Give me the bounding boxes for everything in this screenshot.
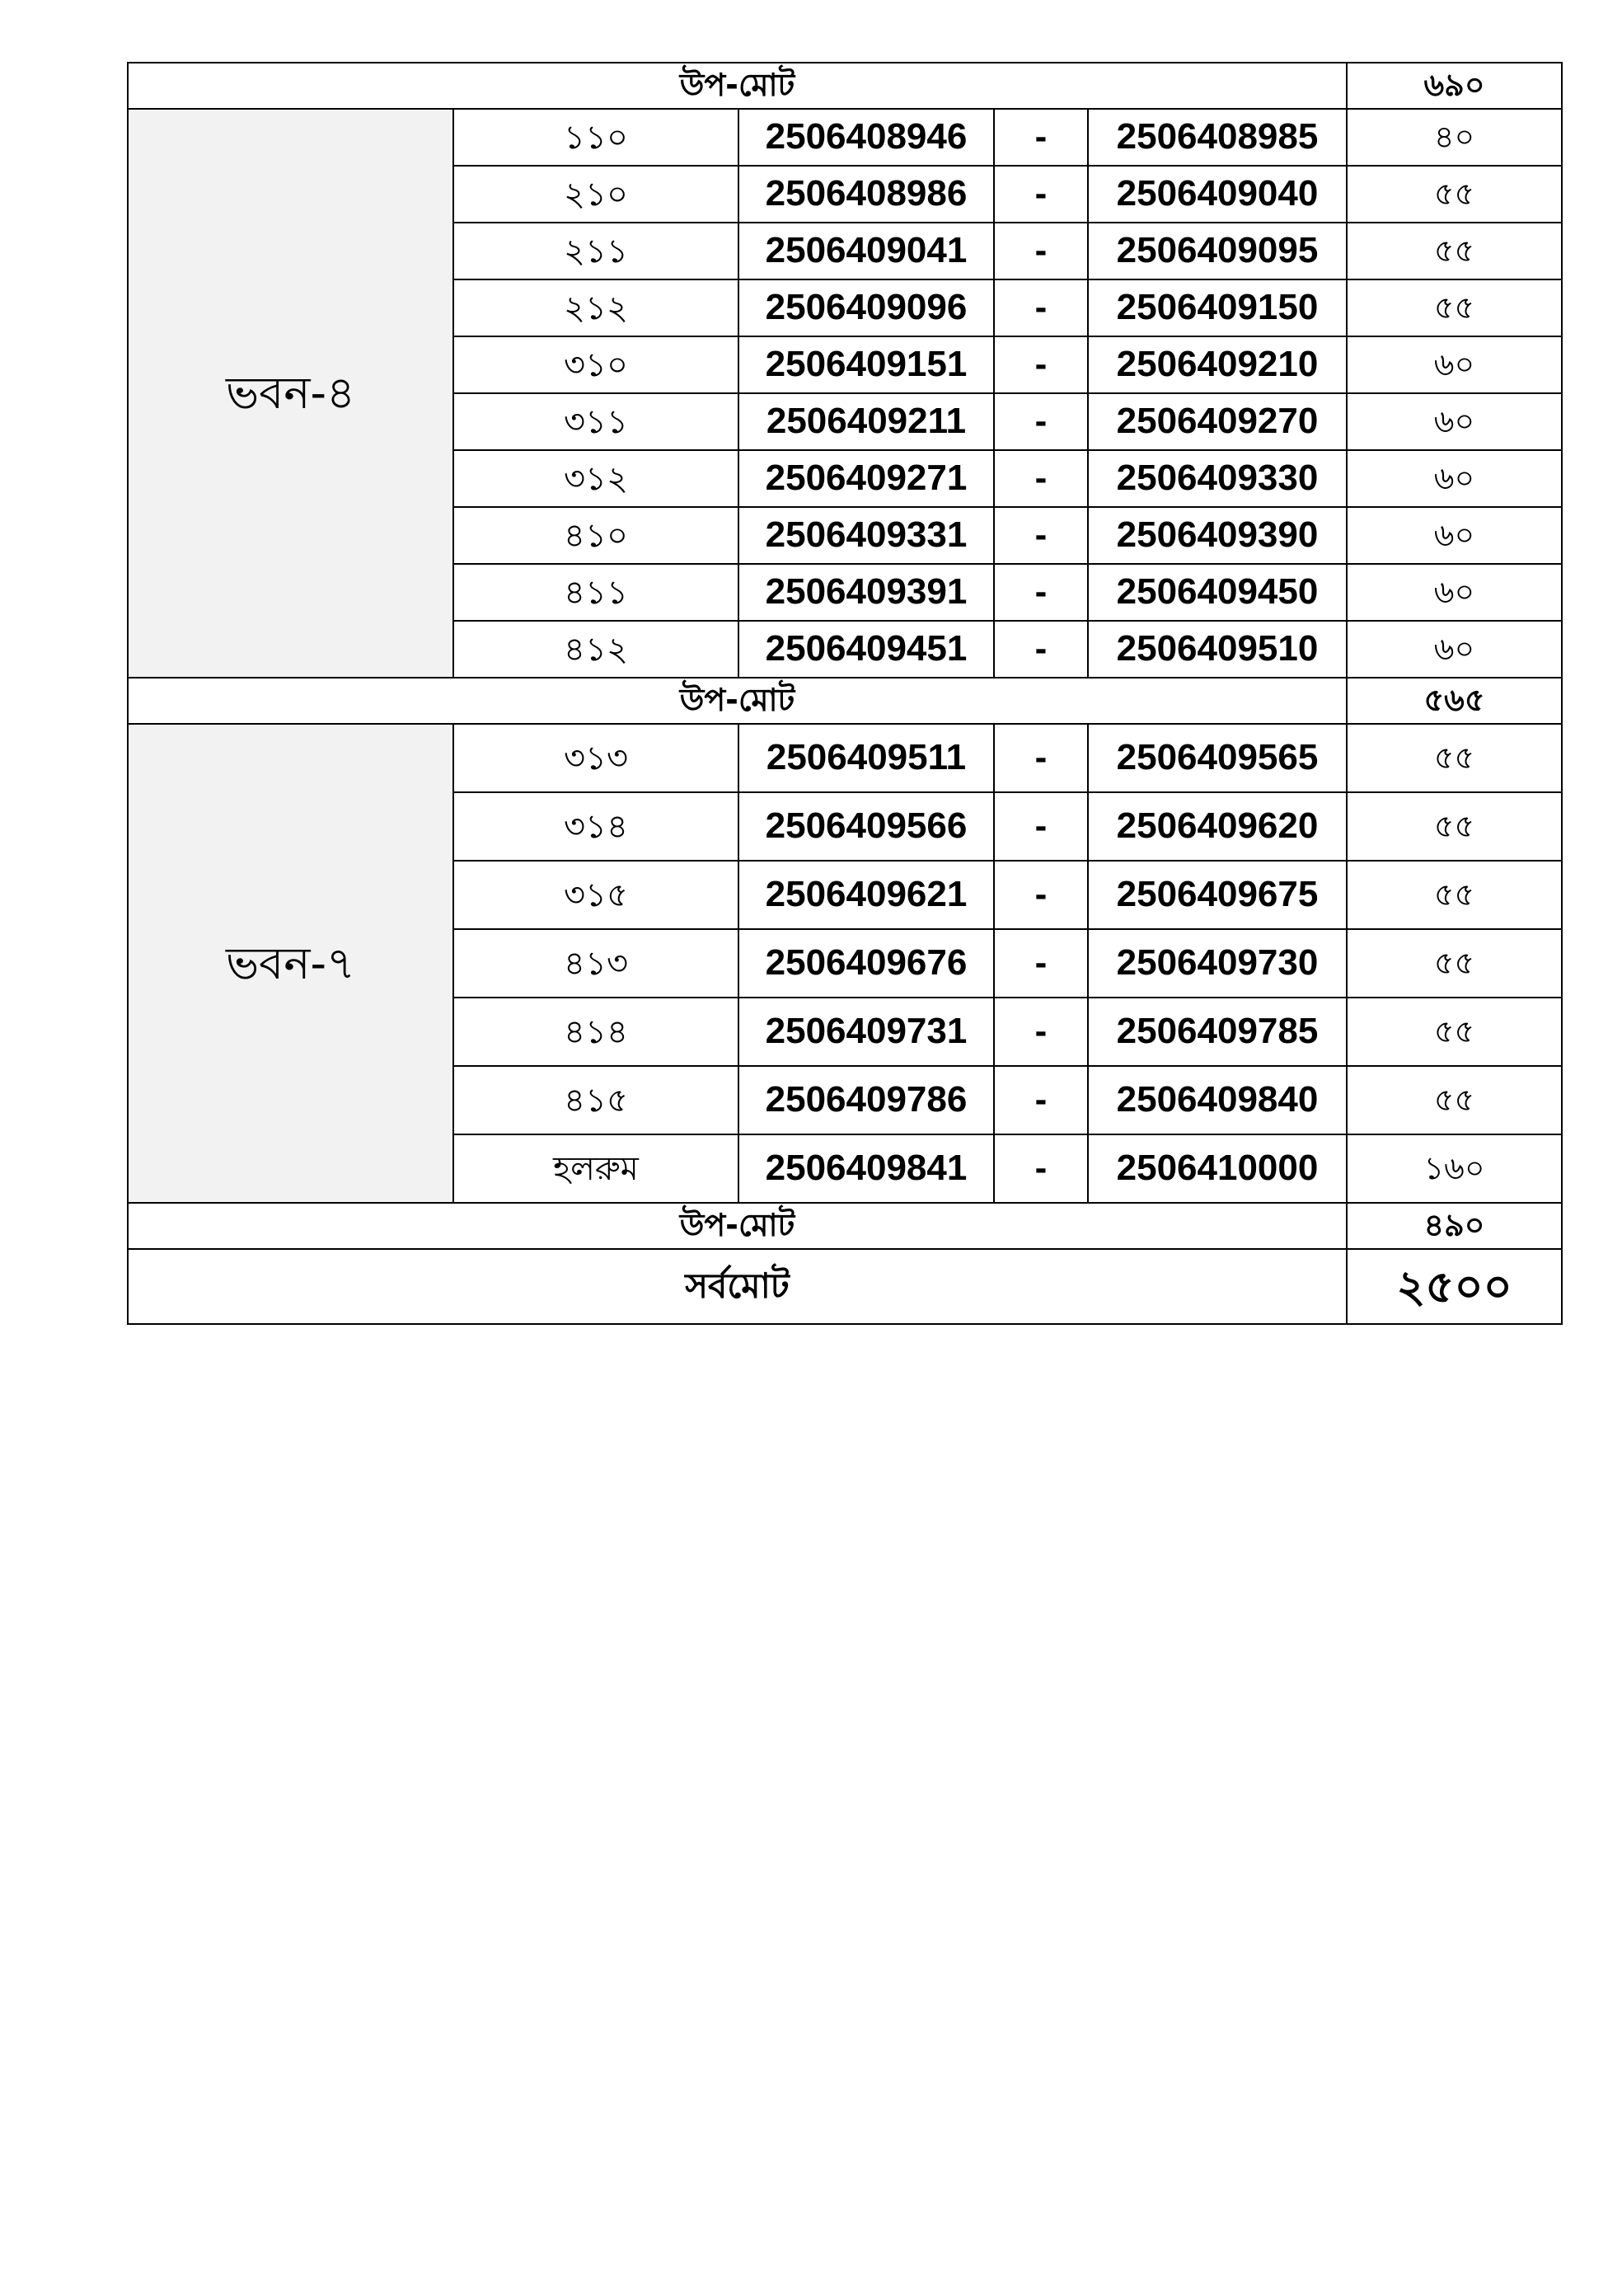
subtotal-label: উপ-মোট <box>128 678 1347 724</box>
range-separator: - <box>994 998 1088 1066</box>
range-separator: - <box>994 336 1088 393</box>
room-number: ৩১২ <box>453 450 738 507</box>
range-end: 2506409330 <box>1088 450 1347 507</box>
range-start: 2506409731 <box>738 998 994 1066</box>
range-separator: - <box>994 861 1088 929</box>
range-start: 2506408986 <box>738 166 994 223</box>
seat-count: ৫৫ <box>1347 724 1562 792</box>
table-row <box>128 109 1562 166</box>
range-start: 2506409451 <box>738 621 994 678</box>
range-separator: - <box>994 724 1088 792</box>
range-end: 2506409785 <box>1088 998 1347 1066</box>
room-number: ৪১৪ <box>453 998 738 1066</box>
room-number: ৪১২ <box>453 621 738 678</box>
room-number: ৩১০ <box>453 336 738 393</box>
seat-count: ৫৫ <box>1347 223 1562 279</box>
range-start: 2506409211 <box>738 393 994 450</box>
range-end: 2506409040 <box>1088 166 1347 223</box>
range-start: 2506409676 <box>738 929 994 998</box>
range-end: 2506409450 <box>1088 564 1347 621</box>
range-end: 2506409565 <box>1088 724 1347 792</box>
range-start: 2506409096 <box>738 279 994 336</box>
room-number: ৩১৪ <box>453 792 738 861</box>
seat-count: ৫৫ <box>1347 861 1562 929</box>
room-number: ২১১ <box>453 223 738 279</box>
range-separator: - <box>994 1134 1088 1203</box>
seat-count: ১৬০ <box>1347 1134 1562 1203</box>
grand-total-row <box>128 1249 1562 1324</box>
range-start: 2506409271 <box>738 450 994 507</box>
range-end: 2506409210 <box>1088 336 1347 393</box>
range-separator: - <box>994 621 1088 678</box>
range-start: 2506409331 <box>738 507 994 564</box>
seat-count: ৪০ <box>1347 109 1562 166</box>
grand-total-value: ২৫০০ <box>1347 1249 1562 1324</box>
seat-allocation-table <box>127 62 1563 1325</box>
table-row <box>128 724 1562 792</box>
range-separator: - <box>994 450 1088 507</box>
seat-count: ৬০ <box>1347 336 1562 393</box>
range-end: 2506409150 <box>1088 279 1347 336</box>
subtotal-row <box>128 678 1562 724</box>
range-separator: - <box>994 279 1088 336</box>
seat-count: ৫৫ <box>1347 1066 1562 1134</box>
seat-count: ৫৫ <box>1347 166 1562 223</box>
range-start: 2506408946 <box>738 109 994 166</box>
room-number: ৩১১ <box>453 393 738 450</box>
seat-count: ৫৫ <box>1347 792 1562 861</box>
range-end: 2506409620 <box>1088 792 1347 861</box>
range-separator: - <box>994 166 1088 223</box>
range-end: 2506409840 <box>1088 1066 1347 1134</box>
room-number: ২১২ <box>453 279 738 336</box>
range-start: 2506409041 <box>738 223 994 279</box>
seat-count: ৬০ <box>1347 507 1562 564</box>
range-separator: - <box>994 929 1088 998</box>
seat-count: ৫৫ <box>1347 929 1562 998</box>
range-start: 2506409621 <box>738 861 994 929</box>
range-separator: - <box>994 507 1088 564</box>
seat-count: ৬০ <box>1347 564 1562 621</box>
range-start: 2506409391 <box>738 564 994 621</box>
room-number: ৪১৩ <box>453 929 738 998</box>
room-number: হলরুম <box>453 1134 738 1203</box>
range-separator: - <box>994 564 1088 621</box>
subtotal-label: উপ-মোট <box>128 1203 1347 1249</box>
range-end: 2506409270 <box>1088 393 1347 450</box>
range-separator: - <box>994 223 1088 279</box>
seat-count: ৫৫ <box>1347 279 1562 336</box>
range-end: 2506409095 <box>1088 223 1347 279</box>
range-start: 2506409566 <box>738 792 994 861</box>
subtotal-value: ৫৬৫ <box>1347 678 1562 724</box>
building-name: ভবন-৪ <box>128 109 453 678</box>
room-number: ১১০ <box>453 109 738 166</box>
range-separator: - <box>994 1066 1088 1134</box>
range-start: 2506409151 <box>738 336 994 393</box>
subtotal-row <box>128 1203 1562 1249</box>
range-separator: - <box>994 792 1088 861</box>
range-start: 2506409511 <box>738 724 994 792</box>
room-number: ৪১০ <box>453 507 738 564</box>
range-end: 2506408985 <box>1088 109 1347 166</box>
range-end: 2506409510 <box>1088 621 1347 678</box>
room-number: ৩১৫ <box>453 861 738 929</box>
seat-count: ৬০ <box>1347 450 1562 507</box>
subtotal-row <box>128 63 1562 109</box>
range-end: 2506410000 <box>1088 1134 1347 1203</box>
range-separator: - <box>994 109 1088 166</box>
seat-count: ৫৫ <box>1347 998 1562 1066</box>
range-end: 2506409730 <box>1088 929 1347 998</box>
subtotal-label: উপ-মোট <box>128 63 1347 109</box>
range-end: 2506409675 <box>1088 861 1347 929</box>
building-name: ভবন-৭ <box>128 724 453 1203</box>
seat-count: ৬০ <box>1347 621 1562 678</box>
subtotal-value: ৪৯০ <box>1347 1203 1562 1249</box>
grand-total-label: সর্বমোট <box>128 1249 1347 1324</box>
subtotal-value: ৬৯০ <box>1347 63 1562 109</box>
range-start: 2506409786 <box>738 1066 994 1134</box>
seat-count: ৬০ <box>1347 393 1562 450</box>
room-number: ৩১৩ <box>453 724 738 792</box>
range-end: 2506409390 <box>1088 507 1347 564</box>
room-number: ৪১১ <box>453 564 738 621</box>
range-start: 2506409841 <box>738 1134 994 1203</box>
range-separator: - <box>994 393 1088 450</box>
room-number: ২১০ <box>453 166 738 223</box>
room-number: ৪১৫ <box>453 1066 738 1134</box>
